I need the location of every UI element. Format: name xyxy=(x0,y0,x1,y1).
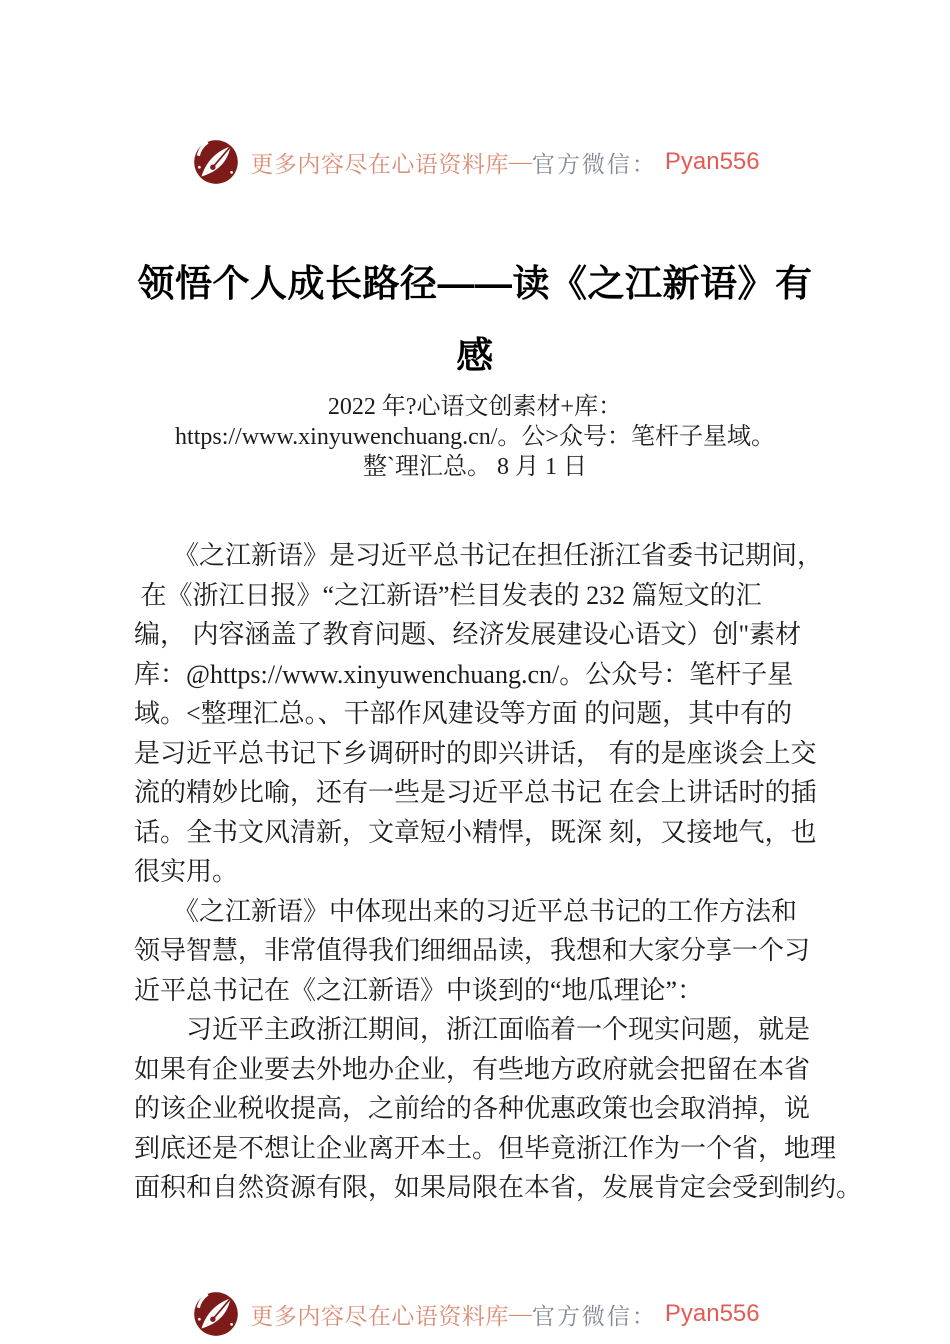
watermark-wechat-id: Pyan556 xyxy=(664,1300,760,1327)
meta-line-date: 整`理汇总。 8 月 1 日 xyxy=(363,454,587,480)
source-meta-block xyxy=(0,392,950,482)
body-line: 编， 内容涵盖了教育问题、经济发展建设心语文）创"素材 xyxy=(134,620,802,649)
body-text xyxy=(134,536,894,1208)
body-line: 话。全书文风清新，文章短小精悍，既深 刻，又接地气，也 xyxy=(134,817,817,847)
body-line: 库：@https://www.xinyuwenchuang.cn/。公众号：笔杆子星 xyxy=(134,659,794,689)
watermark-brand-text: 更多内容尽在心语资料库 xyxy=(250,151,509,177)
title-line-2: 感 xyxy=(456,335,494,376)
body-line: 流的精妙比喻，还有一些是习近平总书记 在会上讲话时的插 xyxy=(134,778,817,807)
body-line: 领导智慧，非常值得我们细细品读，我想和大家分享一个习 xyxy=(134,936,811,965)
header-watermark xyxy=(0,84,950,240)
watermark-wechat-label: 官方微信： xyxy=(531,151,657,177)
body-line: 面积和自然资源有限，如果局限在本省，发展肯定会受到制约。 xyxy=(134,1173,863,1202)
footer-watermark xyxy=(0,1236,950,1344)
body-line: 近平总书记在《之江新语》中谈到的“地瓜理论”： xyxy=(134,975,704,1005)
watermark-wechat-label: 官方微信： xyxy=(531,1303,657,1329)
watermark-brand-text: 更多内容尽在心语资料库 xyxy=(250,1303,509,1329)
body-line: 《之江新语》中体现出来的习近平总书记的工作方法和 xyxy=(134,896,798,926)
watermark-dash: — xyxy=(508,149,532,174)
body-line: 到底还是不想让企业离开本土。但毕竟浙江作为一个省，地理 xyxy=(134,1133,837,1163)
watermark-dash: — xyxy=(508,1301,532,1326)
meta-line-url: https://www.xinyuwenchuang.cn/。公>众号：笔杆子星域。 xyxy=(175,424,775,450)
body-line: 习近平主政浙江期间，浙江面临着一个现实问题，就是 xyxy=(134,1015,811,1044)
body-line: 很实用。 xyxy=(134,857,239,886)
document-title xyxy=(0,248,950,392)
body-line: 如果有企业要去外地办企业，有些地方政府就会把留在本省 xyxy=(134,1054,811,1084)
body-line: 的该企业税收提高，之前给的各种优惠政策也会取消掉，说 xyxy=(134,1094,811,1123)
watermark-wechat-id: Pyan556 xyxy=(664,148,760,175)
body-line: 是习近平总书记下乡调研时的即兴讲话， 有的是座谈会上交 xyxy=(134,738,817,768)
body-line: 在《浙江日报》“之江新语”栏目发表的 232 篇短文的汇 xyxy=(134,580,762,610)
body-line: 《之江新语》是习近平总书记在担任浙江省委书记期间， xyxy=(134,541,824,570)
pen-nib-logo-icon xyxy=(190,1236,242,1344)
meta-line-year: 2022 年?心语文创素材+库： xyxy=(327,394,623,420)
title-line-1: 领悟个人成长路径——读《之江新语》有 xyxy=(137,263,813,304)
body-line: 域。<整理汇总。、干部作风建设等方面 的问题，其中有的 xyxy=(134,699,793,728)
pen-nib-logo-icon xyxy=(190,84,242,240)
